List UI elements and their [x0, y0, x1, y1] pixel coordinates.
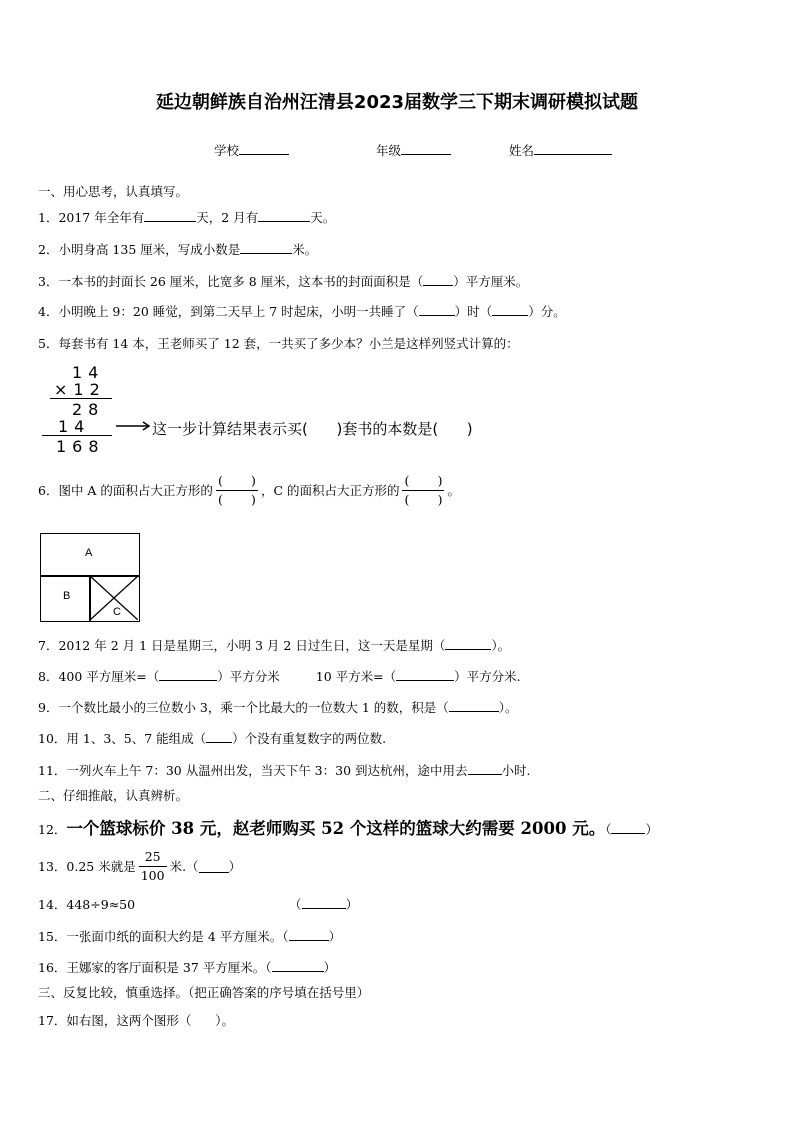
question-3: 3．一本书的封面长 26 厘米，比宽多 8 厘米，这本书的封面面积是（ ）平方厘米。 — [38, 274, 529, 289]
question-10: 10．用 1、3、5、7 能组成（ ）个没有重复数字的两位数. — [38, 731, 387, 746]
answer-blank[interactable] — [611, 821, 645, 834]
answer-blank[interactable] — [445, 637, 491, 650]
fraction-blank[interactable]: ( ) ( ) — [217, 472, 256, 507]
region-c — [89, 575, 140, 622]
question-14: 14．448÷9≈50 （ ） — [38, 897, 359, 912]
answer-blank[interactable] — [468, 762, 502, 775]
name-label: 姓名 — [509, 143, 535, 158]
answer-blank[interactable] — [240, 241, 292, 254]
question-4: 4．小明晚上 9：20 睡觉，到第二天早上 7 时起床，小明一共睡了（ ）时（ ）分。 — [38, 304, 566, 319]
answer-blank[interactable] — [258, 209, 310, 222]
question-13: 13．0.25 米就是 $\frac{25}{100}$ 米.（ ） — [38, 848, 242, 883]
calc-rule — [50, 398, 112, 399]
grade-label: 年级 — [376, 143, 402, 158]
arrow-right-icon — [116, 421, 152, 431]
question-16: 16．王娜家的客厅面积是 37 平方厘米。（ ） — [38, 960, 337, 975]
calc-row: ×12 — [54, 380, 106, 399]
fraction: $\frac{25}{100}$ — [140, 848, 165, 883]
question-6: 6．图中 A 的面积占大正方形的 ( ) ( ) ，C 的面积占大正方形的 ( ) ( ) 。 — [38, 472, 460, 507]
question-7: 7．2012 年 2 月 1 日是星期三，小明 3 月 2 日过生日，这一天是星期（ ）。 — [38, 638, 511, 653]
calc-row: 168 — [56, 437, 105, 456]
region-a — [40, 533, 140, 577]
section-2-heading: 二、仔细推敲，认真辨析。 — [38, 788, 189, 803]
section-3-heading: 三、反复比较，慎重选择。（把正确答案的序号填在括号里） — [38, 985, 370, 1000]
answer-blank[interactable] — [272, 959, 324, 972]
question-8: 8．400 平方厘米=（ ）平方分米 10 平方米=（ ）平方分米. — [38, 669, 521, 684]
calc-rule — [42, 435, 112, 436]
section-1-heading: 一、用心思考，认真填写。 — [38, 184, 189, 199]
question-17: 17．如右图，这两个图形（ ）。 — [38, 1013, 234, 1028]
answer-blank[interactable] — [492, 303, 528, 316]
school-field — [214, 141, 289, 159]
fraction-blank[interactable]: ( ) ( ) — [404, 472, 443, 507]
label-a: A — [85, 547, 93, 559]
calc-row: 28 — [72, 400, 105, 419]
question-2: 2．小明身高 135 厘米，写成小数是 米。 — [38, 242, 318, 257]
answer-blank[interactable] — [449, 699, 499, 712]
question-15: 15．一张面巾纸的面积大约是 4 平方厘米。（ ） — [38, 929, 342, 944]
question-11: 11．一列火车上午 7：30 从温州出发，当天下午 3：30 到达杭州，途中用去 小时. — [38, 763, 531, 778]
calc-row: 14 — [58, 417, 91, 436]
answer-blank[interactable] — [159, 668, 217, 681]
calc-note: 这一步计算结果表示买( )套书的本数是( ) — [152, 420, 473, 438]
answer-blank[interactable] — [302, 896, 346, 909]
calc-row: 14 — [72, 363, 105, 382]
question-12: 12．一个篮球标价 38 元，赵老师购买 52 个这样的篮球大约需要 2000 元。（ ） — [38, 819, 658, 838]
answer-blank[interactable] — [199, 860, 229, 873]
question-1: 1．2017 年全年有 天，2 月有 天。 — [38, 210, 336, 225]
region-b — [40, 575, 91, 622]
label-b: B — [63, 590, 71, 602]
answer-blank[interactable] — [396, 668, 454, 681]
answer-blank[interactable] — [423, 273, 453, 286]
question-9: 9．一个数比最小的三位数小 3，乘一个比最大的一位数大 1 的数，积是（ ）。 — [38, 700, 518, 715]
grade-blank[interactable] — [401, 142, 451, 155]
page-title: 延边朝鲜族自治州汪清县2023届数学三下期末调研模拟试题 — [155, 92, 639, 113]
answer-blank[interactable] — [144, 209, 196, 222]
grade-field — [376, 141, 451, 159]
school-blank[interactable] — [239, 142, 289, 155]
name-blank[interactable] — [534, 142, 612, 155]
answer-blank[interactable] — [419, 303, 455, 316]
school-label: 学校 — [214, 143, 240, 158]
answer-blank[interactable] — [206, 730, 232, 743]
label-c: C — [113, 606, 121, 618]
answer-blank[interactable] — [289, 928, 329, 941]
name-field — [509, 141, 612, 159]
question-5: 5．每套书有 14 本，王老师买了 12 套，一共买了多少本？小兰是这样列竖式计算的： — [38, 336, 519, 351]
